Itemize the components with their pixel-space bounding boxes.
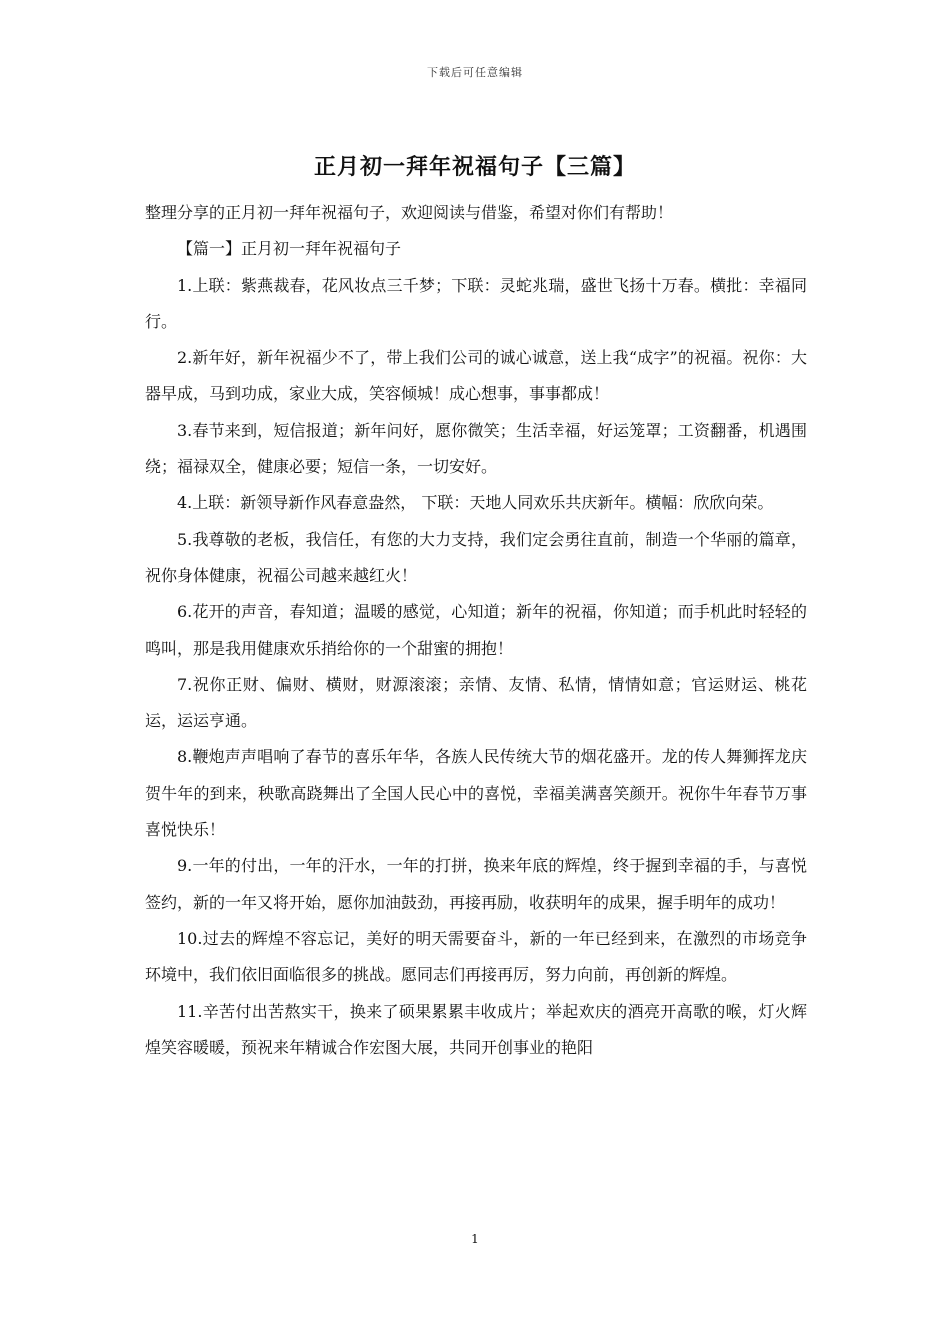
paragraph-4: 4.上联：新领导新作风春意盎然， 下联：天地人同欢乐共庆新年。横幅：欣欣向荣。 xyxy=(177,493,774,513)
paragraph-3: 3.春节来到，短信报道；新年问好，愿你微笑；生活幸福，好运笼罩；工资翻番，机遇围绕；福禄双全，健康必要；短信一条，一切安好。 xyxy=(145,420,807,477)
paragraph-8: 8.鞭炮声声唱响了春节的喜乐年华，各族人民传统大节的烟花盛开。龙的传人舞狮挥龙庆贺牛年的到来，秧歌高跷舞出了全国人民心中的喜悦，幸福美满喜笑颜开。祝你牛年春节万事喜悦快乐！ xyxy=(145,747,807,840)
paragraph-10: 10.过去的辉煌不容忘记，美好的明天需要奋斗，新的一年已经到来，在激烈的市场竞争环境中，我们依旧面临很多的挑战。愿同志们再接再厉，努力向前，再创新的辉煌。 xyxy=(145,928,807,985)
intro-paragraph: 整理分享的正月初一拜年祝福句子，欢迎阅读与借鉴，希望对你们有帮助！ xyxy=(145,203,674,222)
paragraph-11: 11.辛苦付出苦熬实干，换来了硕果累累丰收成片；举起欢庆的酒亮开高歌的喉，灯火辉煌笑容暖暖，预祝来年精诚合作宏图大展，共同开创事业的艳阳 xyxy=(145,1001,807,1057)
paragraph-1: 1.上联：紫燕裁春，花风妆点三千梦；下联：灵蛇兆瑞，盛世飞扬十万春。横批：幸福同行。 xyxy=(145,275,807,331)
page-number: 1 xyxy=(471,1232,479,1246)
paragraph-9: 9.一年的付出，一年的汗水，一年的打拼，换来年底的辉煌，终于握到幸福的手，与喜悦签约，新的一年又将开始，愿你加油鼓劲，再接再励，收获明年的成果，握手明年的成功！ xyxy=(145,856,807,912)
section-heading: 【篇一】正月初一拜年祝福句子 xyxy=(177,239,402,259)
document-title: 正月初一拜年祝福句子【三篇】 xyxy=(313,154,636,180)
paragraph-7: 7.祝你正财、偏财、横财，财源滚滚；亲情、友情、私情，情情如意；官运财运、桃花运，运运亨通。 xyxy=(145,674,807,731)
paragraph-5: 5.我尊敬的老板，我信任，有您的大力支持，我们定会勇往直前，制造一个华丽的篇章，祝你身体健康，祝福公司越来越红火！ xyxy=(145,529,807,585)
paragraph-2: 2.新年好，新年祝福少不了，带上我们公司的诚心诚意，送上我“成字”的祝福。祝你：大器早成，马到功成，家业大成，笑容倾城！成心想事，事事都成！ xyxy=(145,348,807,404)
header-note: 下载后可任意编辑 xyxy=(427,66,523,79)
document-body xyxy=(145,195,807,1066)
paragraph-6: 6.花开的声音，春知道；温暖的感觉，心知道；新年的祝福，你知道；而手机此时轻轻的鸣叫，那是我用健康欢乐捎给你的一个甜蜜的拥抱！ xyxy=(145,602,807,658)
